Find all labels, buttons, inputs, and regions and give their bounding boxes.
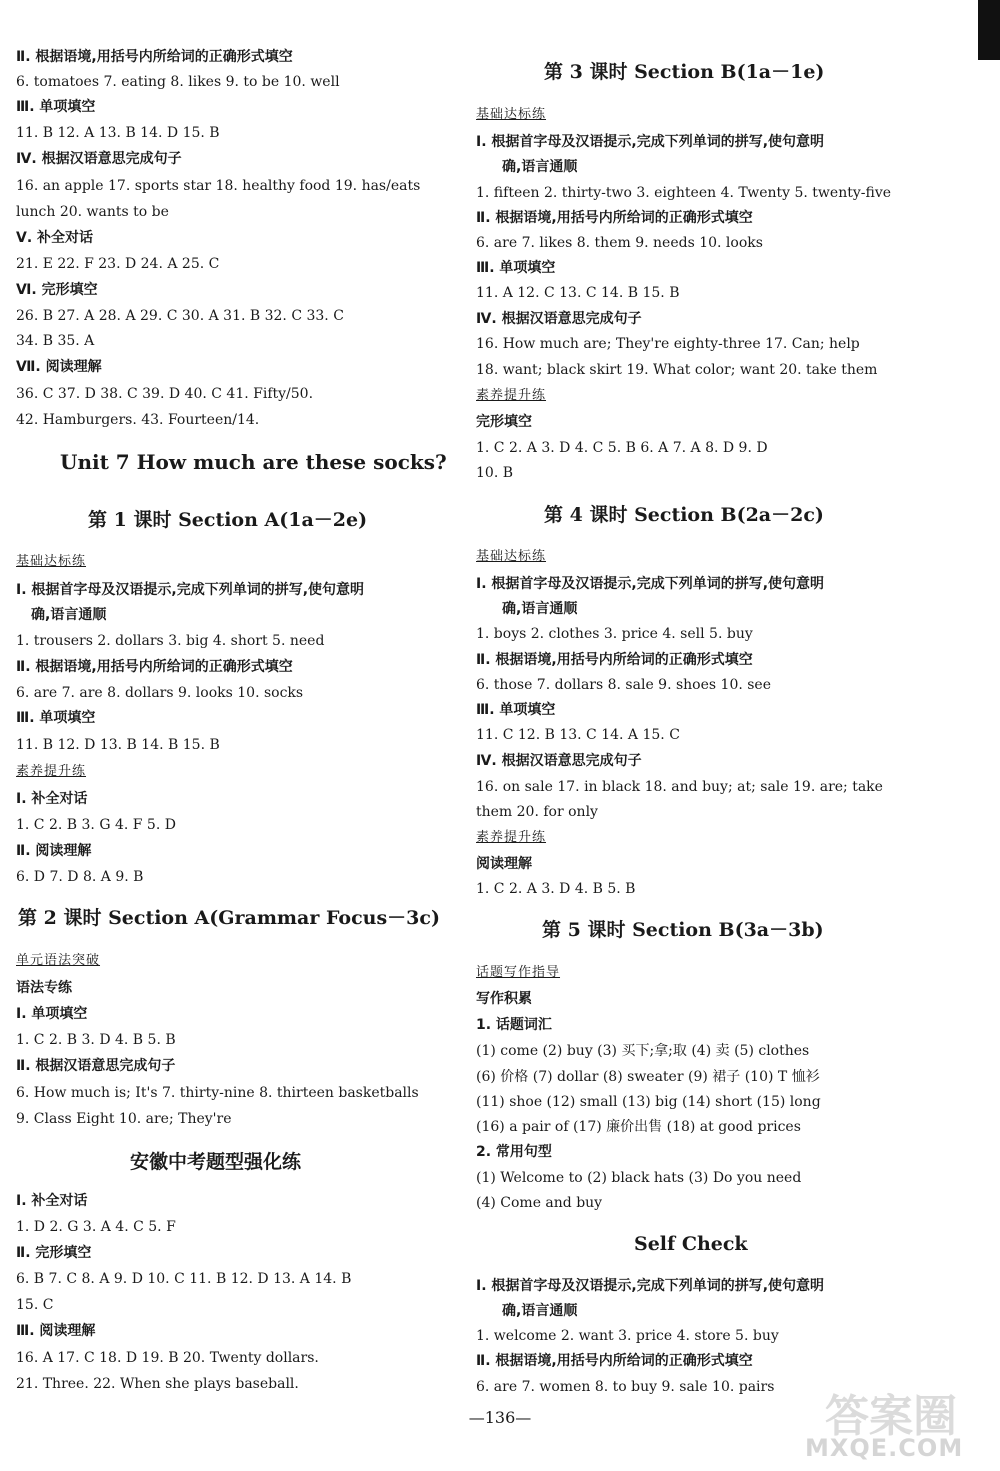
- section-heading: Ⅰ. 根据首字母及汉语提示,完成下列单词的拼写,使句意明: [16, 582, 365, 598]
- section-heading: Ⅴ. 补全对话: [16, 230, 94, 246]
- answer-line: 42. Hamburgers. 43. Fourteen/14.: [16, 412, 260, 428]
- section-heading: Ⅱ. 根据语境,用括号内所给词的正确形式填空: [16, 659, 293, 675]
- answer-line: 34. B 35. A: [16, 333, 95, 349]
- lesson-title: 第 3 课时 Section B(1a－1e): [544, 61, 825, 83]
- section-heading: 1. 话题词汇: [476, 1017, 552, 1033]
- lesson-title: 第 1 课时 Section A(1a－2e): [88, 509, 368, 531]
- section-heading: 2. 常用句型: [476, 1144, 552, 1160]
- answer-line: 6. those 7. dollars 8. sale 9. shoes 10. see: [476, 677, 772, 693]
- answer-line: 11. A 12. C 13. C 14. B 15. B: [476, 285, 680, 301]
- subsection-label: 基础达标练: [16, 554, 87, 569]
- section-heading: 确,语言通顺: [31, 607, 107, 623]
- answer-line: 6. tomatoes 7. eating 8. likes 9. to be 10. well: [16, 74, 340, 90]
- section-heading: 语法专练: [16, 980, 72, 996]
- answer-line: 21. Three. 22. When she plays baseball.: [16, 1376, 299, 1392]
- section-heading: Ⅳ. 根据汉语意思完成句子: [16, 151, 182, 167]
- answer-line: 21. E 22. F 23. D 24. A 25. C: [16, 256, 220, 272]
- section-heading: Ⅰ. 单项填空: [16, 1006, 88, 1022]
- section-heading: Ⅵ. 完形填空: [16, 282, 98, 298]
- answer-line: 9. Class Eight 10. are; They're: [16, 1111, 232, 1127]
- unit-title: Unit 7 How much are these socks?: [60, 450, 447, 474]
- subsection-label: 素养提升练: [16, 764, 87, 779]
- answer-line: (11) shoe (12) small (13) big (14) short (15) long: [476, 1094, 821, 1110]
- section-heading: Ⅰ. 根据首字母及汉语提示,完成下列单词的拼写,使句意明: [476, 1278, 825, 1294]
- answer-line: 1. welcome 2. want 3. price 4. store 5. buy: [476, 1328, 779, 1344]
- answer-line: 11. B 12. A 13. B 14. D 15. B: [16, 125, 220, 141]
- subsection-label: 素养提升练: [476, 830, 547, 845]
- section-heading: Ⅱ. 根据语境,用括号内所给词的正确形式填空: [476, 1353, 753, 1369]
- answer-line: 6. are 7. women 8. to buy 9. sale 10. pairs: [476, 1379, 775, 1395]
- subsection-label: 基础达标练: [476, 549, 547, 564]
- answer-line: 6. D 7. D 8. A 9. B: [16, 869, 144, 885]
- answer-line: 6. are 7. likes 8. them 9. needs 10. looks: [476, 235, 763, 251]
- answer-line: lunch 20. wants to be: [16, 204, 169, 220]
- section-heading: 确,语言通顺: [502, 159, 578, 175]
- answer-line: 1. C 2. B 3. D 4. B 5. B: [16, 1032, 176, 1048]
- watermark-text-cn: 答案圈: [825, 1391, 957, 1442]
- subsection-label: 素养提升练: [476, 388, 547, 403]
- section-heading: 阅读理解: [476, 856, 532, 872]
- section-heading: Ⅱ. 根据语境,用括号内所给词的正确形式填空: [476, 652, 753, 668]
- answer-line: 1. C 2. A 3. D 4. B 5. B: [476, 881, 636, 897]
- section-heading: Ⅶ. 阅读理解: [16, 359, 102, 375]
- section-heading: 确,语言通顺: [502, 1303, 578, 1319]
- lesson-title: 第 2 课时 Section A(Grammar Focus－3c): [18, 907, 440, 929]
- section-heading: Ⅲ. 单项填空: [16, 710, 96, 726]
- subsection-label: 单元语法突破: [16, 953, 101, 968]
- answer-line: 16. How much are; They're eighty-three 17. Can; help: [476, 336, 860, 352]
- lesson-title: 第 4 课时 Section B(2a－2c): [544, 504, 824, 526]
- answer-line: 6. B 7. C 8. A 9. D 10. C 11. B 12. D 13. A 14. B: [16, 1271, 352, 1287]
- subsection-label: 基础达标练: [476, 107, 547, 122]
- answer-line: 1. fifteen 2. thirty-two 3. eighteen 4. Twenty 5. twenty-five: [476, 185, 892, 201]
- watermark-logo: [795, 1378, 995, 1468]
- section-heading: Ⅰ. 补全对话: [16, 1193, 88, 1209]
- section-heading: Ⅱ. 根据语境,用括号内所给词的正确形式填空: [16, 49, 293, 65]
- answer-line: 26. B 27. A 28. A 29. C 30. A 31. B 32. C 33. C: [16, 308, 344, 324]
- section-heading: Ⅰ. 根据首字母及汉语提示,完成下列单词的拼写,使句意明: [476, 576, 825, 592]
- section-heading: Ⅱ. 完形填空: [16, 1245, 92, 1261]
- section-heading: Ⅰ. 根据首字母及汉语提示,完成下列单词的拼写,使句意明: [476, 134, 825, 150]
- answer-line: 15. C: [16, 1297, 54, 1313]
- section-heading: Ⅲ. 单项填空: [476, 702, 556, 718]
- section-heading: Ⅱ. 阅读理解: [16, 843, 92, 859]
- answer-line: 36. C 37. D 38. C 39. D 40. C 41. Fifty/50.: [16, 386, 314, 402]
- answer-line: 16. an apple 17. sports star 18. healthy food 19. has/eats: [16, 178, 421, 194]
- answer-line: (6) 价格 (7) dollar (8) sweater (9) 裙子 (10) T 恤衫: [476, 1069, 820, 1085]
- answer-line: 10. B: [476, 465, 514, 481]
- section-heading: Ⅱ. 根据语境,用括号内所给词的正确形式填空: [476, 210, 753, 226]
- self-check-title: Self Check: [634, 1233, 748, 1255]
- answer-line: 1. trousers 2. dollars 3. big 4. short 5. need: [16, 633, 325, 649]
- subsection-label: 话题写作指导: [476, 965, 561, 980]
- answer-line: (16) a pair of (17) 廉价出售 (18) at good prices: [476, 1119, 801, 1135]
- answer-line: 1. C 2. B 3. G 4. F 5. D: [16, 817, 176, 833]
- page-edge-bar: [978, 0, 1000, 60]
- answer-line: 16. A 17. C 18. D 19. B 20. Twenty dollars.: [16, 1350, 319, 1366]
- section-heading: 确,语言通顺: [502, 601, 578, 617]
- section-heading: Ⅲ. 单项填空: [476, 260, 556, 276]
- lesson-title: 第 5 课时 Section B(3a－3b): [542, 919, 824, 941]
- answer-line: 11. C 12. B 13. C 14. A 15. C: [476, 727, 680, 743]
- section-heading: Ⅲ. 阅读理解: [16, 1323, 96, 1339]
- answer-line: 6. are 7. are 8. dollars 9. looks 10. socks: [16, 685, 304, 701]
- answer-line: (1) come (2) buy (3) 买下;拿;取 (4) 卖 (5) clothes: [476, 1043, 810, 1059]
- section-heading: Ⅰ. 补全对话: [16, 791, 88, 807]
- section-heading: Ⅲ. 单项填空: [16, 99, 96, 115]
- section-heading: Ⅳ. 根据汉语意思完成句子: [476, 311, 642, 327]
- practice-title: 安徽中考题型强化练: [130, 1151, 302, 1173]
- section-heading: 写作积累: [476, 991, 532, 1007]
- watermark-text-url: MXQE.COM: [805, 1434, 964, 1462]
- answer-line: 6. How much is; It's 7. thirty-nine 8. thirteen basketballs: [16, 1085, 419, 1101]
- answer-line: 1. boys 2. clothes 3. price 4. sell 5. buy: [476, 626, 753, 642]
- answer-line: 1. D 2. G 3. A 4. C 5. F: [16, 1219, 176, 1235]
- answer-line: them 20. for only: [476, 804, 598, 820]
- section-heading: Ⅱ. 根据汉语意思完成句子: [16, 1058, 176, 1074]
- page-number: —136—: [468, 1408, 532, 1427]
- answer-line: (4) Come and buy: [476, 1195, 603, 1211]
- section-heading: 完形填空: [476, 414, 532, 430]
- answer-line: 11. B 12. D 13. B 14. B 15. B: [16, 737, 220, 753]
- answer-line: (1) Welcome to (2) black hats (3) Do you need: [476, 1170, 802, 1186]
- section-heading: Ⅳ. 根据汉语意思完成句子: [476, 753, 642, 769]
- answer-line: 18. want; black skirt 19. What color; want 20. take them: [476, 362, 878, 378]
- answer-line: 1. C 2. A 3. D 4. C 5. B 6. A 7. A 8. D 9. D: [476, 440, 768, 456]
- answer-line: 16. on sale 17. in black 18. and buy; at; sale 19. are; take: [476, 779, 883, 795]
